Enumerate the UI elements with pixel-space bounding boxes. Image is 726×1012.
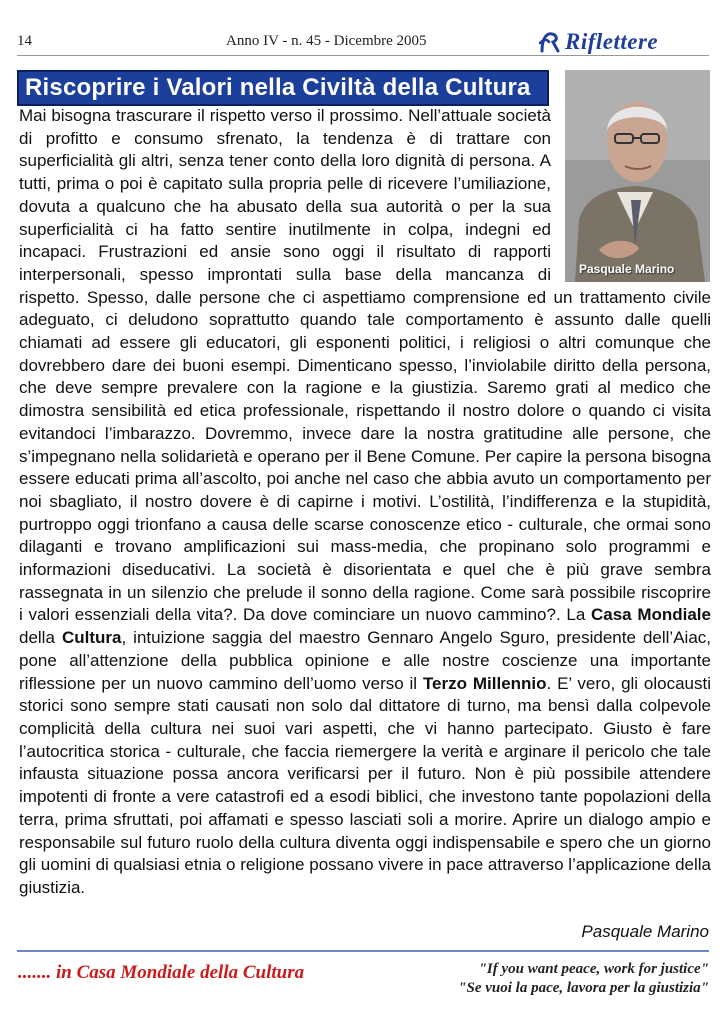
article-title-bar [17,70,549,106]
footer-quote-italian: "Se vuoi la pace, lavora per la giustizia" [458,980,709,996]
author-signature: Pasquale Marino [581,922,709,941]
photo-text-wrap-spacer [551,105,711,271]
photo-caption: Pasquale Marino [579,262,675,276]
body-text: , intuizione saggia del maestro Gennaro Angelo Sguro, presidente dell’Aiac, pone all’attenzione della pubblica opinione e alle nostre coscienze una importante riflessione per un nuovo cammino dell’uomo verso il [19,628,711,693]
article-title: Riscoprire i Valori nella Civiltà della Cultura [25,74,531,101]
footer-slogan: ....... in Casa Mondiale della Cultura [18,962,305,983]
body-text: della [19,628,62,648]
bold-text: Terzo Millennio [422,673,547,693]
bold-text: Casa Mondiale [590,605,711,625]
logo-text: Riflettere [565,29,659,54]
body-text: . E’ vero, gli olocausti storici sono sempre stati causati non solo dal dittatore di turno, ma bensì dalla colpevole complicità della cultura nei suoi vari aspetti, che vi hanno partecipato. Giusto è fare l’autocritica storica - culturale, che faccia riemergere la verità e arginare il pericolo che tale infausta situazione possa ancora verificarsi per il futuro. Non è più possibile attendere impotenti di fronte a vere catastrofi ed a esodi biblici, che investono tante popolazioni della terra, prima sfruttati, poi affamati e spesso lasciati soli a morire. Aprire un dialogo ampio e responsabile sul futuro ruolo della cultura diventa oggi indispensabile e spero che un giorno gli uomini di qualsiasi etnia o religione possano vivere in pace attraverso l’applicazione della giustizia. [19,673,712,897]
bold-text: Cultura [61,628,122,648]
footer-divider [17,950,709,952]
footer-quote [458,960,709,998]
footer-quote-english: "If you want peace, work for justice" [478,961,709,977]
magazine-logo [538,27,658,57]
page-number: 14 [17,33,32,49]
body-text: Mai bisogna trascurare il rispetto verso il prossimo. Nell’attuale società di profitto e consumo sfrenato, la tendenza è di trattare con superficialità gli altri, senza tener conto della loro dignità di persona. A tutti, prima o poi è capitato sulla propria pelle di ricevere l’umiliazione, dovuta a qualcuno che ha abusato della sua autorità o per la sua superficialità ci ha fatto sentire inutilmente in colpa, indegni ed incapaci. Frustrazioni ed ansie sono oggi il risultato di rapporti interpersonali, spesso improntati sulla base della mancanza di rispetto. Spesso, dalle persone che ci aspettiamo comprensione ed un trattamento civile adeguato, ci deludono soprattutto quando tale comportamento è assunto dalle quelli chiamati ad essere gli educatori, gli esponenti politici, i religiosi o altri comunque che dovrebbero dare dei buoni esempi. Dimenticano spesso, l’inviolabile diritto della persona, che deve sempre prevalere con la ragione e la giustizia. Saremo grati al medico che dimostra sensibilità ed etica professionale, rispettando il nostro dolore o quando ci visita evitandoci l’imbarazzo. Dovremmo, invece dare la nostra gratitudine alle persone, che s’impegnano nella solidarietà e operano per il Bene Comune. Per capire la persona bisogna essere educati prima all’ascolto, poi anche nel caso che abbia avuto un comportamento per noi sbagliato, il nostro dovere è di capirne i motivi. L’ostilità, l’indifferenza e la stupidità, purtroppo oggi trionfano a causa delle scarse conoscenze etico - culturale, che ormai sono dilaganti e trovano amplificazioni sui mass-media, che propinano solo programmi e informazioni diseducativi. La società è disorientata e quel che è più grave sembra rassegnata in un silenzio che prelude il sonno della ragione. Come sarà possibile riscoprire i valori essenziali della vita?. Da dove cominciare un nuovo cammino?. La [19,106,711,625]
header-divider [17,55,709,56]
stylized-r-icon [538,30,562,54]
article-body [19,105,711,900]
page-header [0,0,726,62]
issue-info: Anno IV - n. 45 - Dicembre 2005 [226,33,427,49]
